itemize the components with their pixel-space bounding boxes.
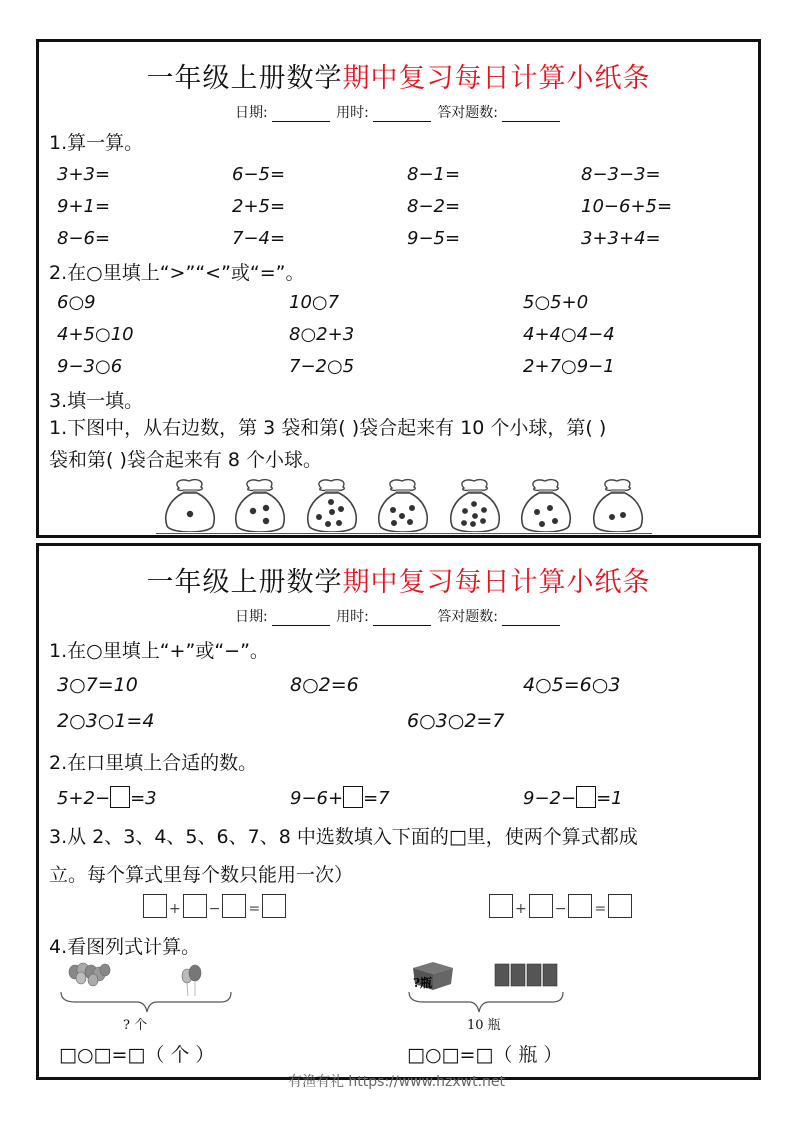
c2-q2-heading: 2.在口里填上合适的数。 xyxy=(49,752,258,774)
comparison: 8○2+3 xyxy=(289,324,355,345)
time-label: 用时: xyxy=(336,609,369,625)
equation: 9−5= xyxy=(407,228,461,249)
comparison: 9−3○6 xyxy=(57,356,123,377)
date-label: 日期: xyxy=(234,609,268,625)
q3-line-2: 袋和第( )袋合起来有 8 个小球。 xyxy=(49,449,323,471)
bags-illustration xyxy=(159,476,659,536)
q1-heading: 1.算一算。 xyxy=(49,132,144,154)
equation: 8○2=6 xyxy=(290,674,359,696)
time-blank[interactable] xyxy=(373,107,431,122)
answer-box[interactable] xyxy=(143,894,167,918)
sheet-title xyxy=(39,560,758,599)
q3-heading: 3.填一填。 xyxy=(49,390,144,412)
fill-equation: 9−6+ =7 xyxy=(290,788,390,809)
equation: 3+3= xyxy=(57,164,111,185)
watermark: 有渔有礼 https://www.hzxwt.net xyxy=(287,1074,506,1090)
bag-5 xyxy=(451,480,499,532)
title-black: 一年级上册数学 xyxy=(146,567,343,598)
equation: 8−3−3= xyxy=(581,164,661,185)
answer-box[interactable] xyxy=(222,894,246,918)
q2-heading: 2.在○里填上“>”“<”或“=”。 xyxy=(49,262,305,284)
worksheet-card-2 xyxy=(36,543,761,1080)
worksheet-card-1 xyxy=(36,39,761,538)
sheet-title xyxy=(39,56,758,95)
bottles-brace-label: 10 瓶 xyxy=(467,1018,501,1033)
equation: 10−6+5= xyxy=(581,196,673,217)
comparison: 4+4○4−4 xyxy=(523,324,615,345)
score-blank[interactable] xyxy=(502,107,560,122)
box-equation-1: + − = xyxy=(143,894,286,918)
card1-bottom-thin-line xyxy=(156,533,652,534)
bag-1 xyxy=(166,480,214,532)
equation: 7−4= xyxy=(232,228,286,249)
bag-3 xyxy=(308,480,356,532)
equation: 6−5= xyxy=(232,164,286,185)
c2-q3-line-2: 立。每个算式里每个数只能用一次） xyxy=(49,864,354,886)
equation: 8−2= xyxy=(407,196,461,217)
box-equation-2: + − = xyxy=(489,894,632,918)
bag-4 xyxy=(379,480,427,532)
bag-2 xyxy=(236,480,284,532)
equation: 3○7=10 xyxy=(57,674,138,696)
balloons-equation[interactable]: □○□=□（ 个 ） xyxy=(59,1044,215,1066)
c2-q3-line-1: 3.从 2、3、4、5、6、7、8 中选数填入下面的□里，使两个算式都成 xyxy=(49,826,638,848)
equation: 2+5= xyxy=(232,196,286,217)
equation: 6○3○2=7 xyxy=(407,710,505,732)
comparison: 4+5○10 xyxy=(57,324,134,345)
equation: 8−1= xyxy=(407,164,461,185)
c2-q3-text xyxy=(49,818,748,894)
answer-box[interactable] xyxy=(568,894,592,918)
time-blank[interactable] xyxy=(373,611,431,626)
bag-6 xyxy=(522,480,570,532)
title-red: 期中复习每日计算小纸条 xyxy=(342,567,651,598)
bottles-equation[interactable]: □○□=□（ 瓶 ） xyxy=(407,1044,563,1066)
comparison: 10○7 xyxy=(289,292,340,313)
bags-svg xyxy=(159,476,659,536)
balloons-brace-label: ? 个 xyxy=(123,1018,148,1033)
answer-box[interactable] xyxy=(576,786,596,808)
answer-box[interactable] xyxy=(489,894,513,918)
date-blank[interactable] xyxy=(272,611,330,626)
title-red: 期中复习每日计算小纸条 xyxy=(342,63,651,94)
answer-box[interactable] xyxy=(110,786,130,808)
comparison: 2+7○9−1 xyxy=(523,356,615,377)
c2-q4-heading: 4.看图列式计算。 xyxy=(49,936,201,958)
comparison: 5○5+0 xyxy=(523,292,589,313)
equation: 8−6= xyxy=(57,228,111,249)
q3-text xyxy=(49,412,748,476)
answer-box[interactable] xyxy=(608,894,632,918)
equation: 2○3○1=4 xyxy=(57,710,155,732)
box-label: ?瓶 xyxy=(413,976,433,990)
score-blank[interactable] xyxy=(502,611,560,626)
fill-equation: 9−2− =1 xyxy=(523,788,623,809)
fill-equation: 5+2− =3 xyxy=(57,788,157,809)
date-label: 日期: xyxy=(234,105,268,121)
answer-box[interactable] xyxy=(262,894,286,918)
meta-line xyxy=(39,606,758,626)
answer-box[interactable] xyxy=(183,894,207,918)
score-label: 答对题数: xyxy=(437,105,499,121)
bag-7 xyxy=(594,480,642,532)
answer-box[interactable] xyxy=(343,786,363,808)
time-label: 用时: xyxy=(336,105,369,121)
equation: 4○5=6○3 xyxy=(523,674,621,696)
score-label: 答对题数: xyxy=(437,609,499,625)
equation: 3+3+4= xyxy=(581,228,661,249)
q3-line-1: 1.下图中，从右边数，第 3 袋和第( )袋合起来有 10 个小球，第( ) xyxy=(49,417,607,439)
date-blank[interactable] xyxy=(272,107,330,122)
meta-line xyxy=(39,102,758,122)
title-black: 一年级上册数学 xyxy=(146,63,343,94)
answer-box[interactable] xyxy=(529,894,553,918)
c2-q1-heading: 1.在○里填上“+”或“−”。 xyxy=(49,640,269,662)
equation: 9+1= xyxy=(57,196,111,217)
comparison: 6○9 xyxy=(57,292,96,313)
comparison: 7−2○5 xyxy=(289,356,355,377)
